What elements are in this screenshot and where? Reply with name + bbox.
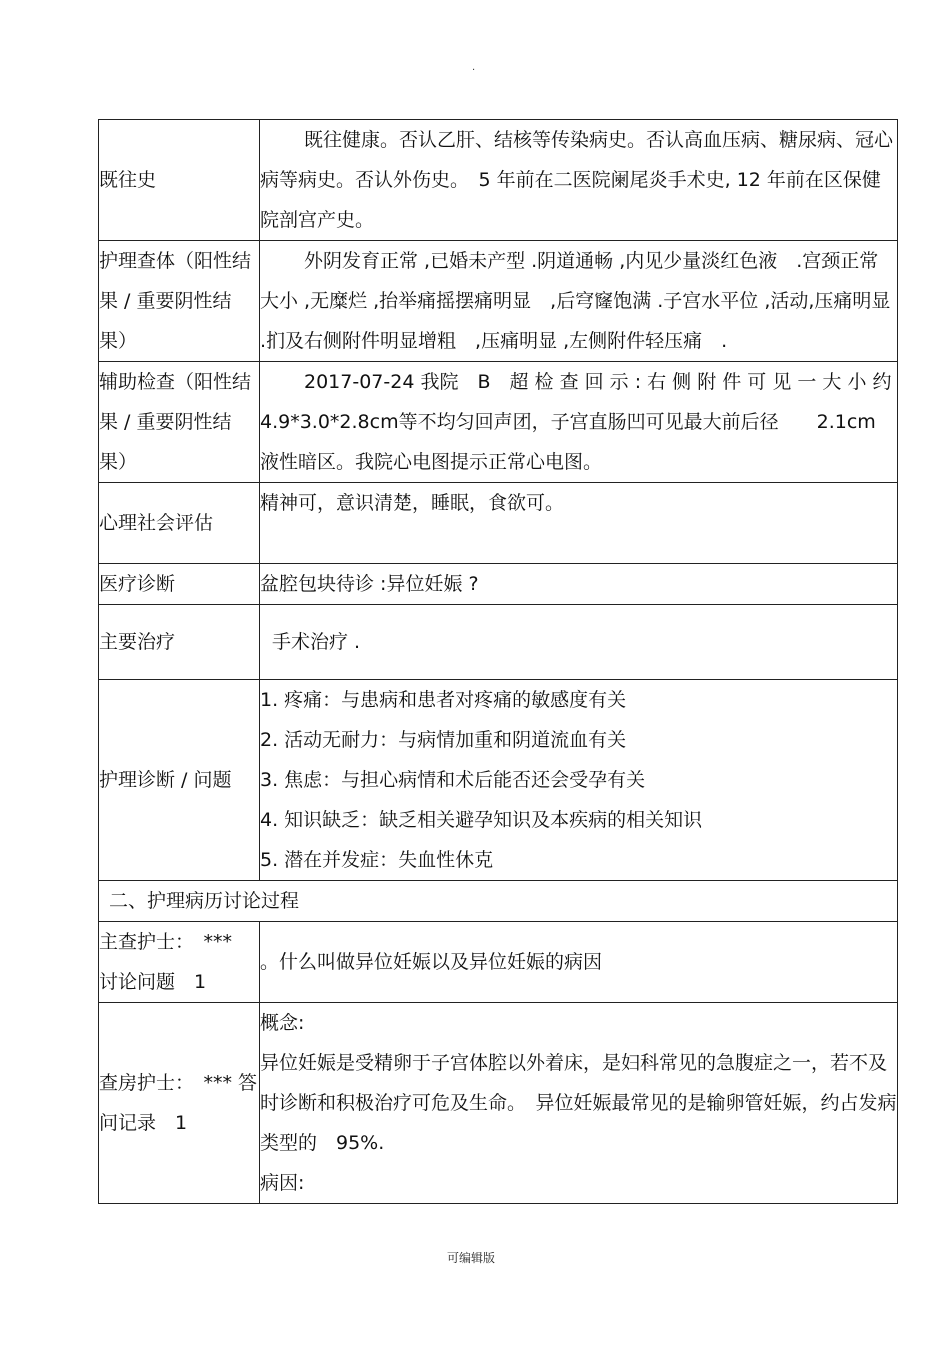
- page-mark: .: [472, 62, 476, 73]
- nursing-list: [260, 680, 898, 881]
- answer-concept-heading: 概念:: [260, 1012, 305, 1034]
- answer-label-line1: 查房护士： *** 答: [99, 1072, 258, 1094]
- row-history: [99, 120, 898, 241]
- history-value: 既往健康。否认乙肝、结核等传染病史。否认高血压病、糖尿病、冠心病等病史。否认外伤史。 5 年前在二医院阑尾炎手术史, 12 年前在区保健院剖宫产史。: [260, 120, 898, 241]
- history-label: 既往史: [99, 120, 260, 241]
- question-value: 。什么叫做异位妊娠以及异位妊娠的病因: [260, 922, 898, 1003]
- list-item: 1. 疼痛：与患病和患者对疼痛的敏感度有关: [260, 689, 627, 711]
- answer-label: [99, 1003, 260, 1204]
- answer-concept-text: 异位妊娠是受精卵于子宫体腔以外着床，是妇科常见的急腹症之一，若不及时诊断和积极治疗可危及生命。 异位妊娠最常见的是输卵管妊娠，约占发病类型的 95%.: [260, 1052, 897, 1154]
- aux-value: 2017-07-24 我院 B 超 检 查 回 示 : 右 侧 附 件 可 见 一 大 小 约 4.9*3.0*2.8cm等不均匀回声团，子宫直肠凹可见最大前后径 2.1cm 液性暗区。我院心电图提示正常心电图。: [260, 362, 898, 483]
- answer-cause-heading: 病因:: [260, 1172, 305, 1194]
- footer-label: 可编辑版: [447, 1251, 496, 1265]
- answer-label-line2: 问记录 1: [99, 1112, 188, 1134]
- dx-label: 医疗诊断: [99, 564, 260, 605]
- nursing-record-table: [98, 119, 898, 1204]
- psych-label: 心理社会评估: [99, 483, 260, 564]
- tx-value: 手术治疗 .: [260, 605, 898, 680]
- row-section-title: [99, 881, 898, 922]
- row-dx: [99, 564, 898, 605]
- section-title: 二、护理病历讨论过程: [99, 881, 898, 922]
- nursing-label: 护理诊断 / 问题: [99, 680, 260, 881]
- row-answer-1: [99, 1003, 898, 1204]
- question-label: [99, 922, 260, 1003]
- row-psych: [99, 483, 898, 564]
- psych-value: 精神可，意识清楚，睡眠，食欲可。: [260, 483, 898, 564]
- answer-value: [260, 1003, 898, 1204]
- list-item: 3. 焦虑：与担心病情和术后能否还会受孕有关: [260, 769, 646, 791]
- exam-label: 护理查体（阳性结果 / 重要阴性结果）: [99, 241, 260, 362]
- question-label-line1: 主查护士： ***: [99, 931, 233, 953]
- row-nursing-diagnosis: [99, 680, 898, 881]
- aux-label: 辅助检查（阳性结果 / 重要阴性结果）: [99, 362, 260, 483]
- list-item: 2. 活动无耐力：与病情加重和阴道流血有关: [260, 729, 627, 751]
- row-aux: [99, 362, 898, 483]
- row-tx: [99, 605, 898, 680]
- list-item: 4. 知识缺乏：缺乏相关避孕知识及本疾病的相关知识: [260, 809, 703, 831]
- exam-value: 外阴发育正常 ,已婚未产型 .阴道通畅 ,内见少量淡红色液 .宫颈正常大小 ,无糜烂 ,抬举痛摇摆痛明显 ,后穹窿饱满 .子宫水平位 ,活动,压痛明显 .扪及右侧附件明显增粗 ,压痛明显 ,左侧附件轻压痛 .: [260, 241, 898, 362]
- list-item: 5. 潜在并发症：失血性休克: [260, 849, 494, 871]
- dx-value: 盆腔包块待诊 :异位妊娠 ?: [260, 564, 898, 605]
- row-question-1: [99, 922, 898, 1003]
- row-exam: [99, 241, 898, 362]
- question-label-line2: 讨论问题 1: [99, 971, 207, 993]
- tx-label: 主要治疗: [99, 605, 260, 680]
